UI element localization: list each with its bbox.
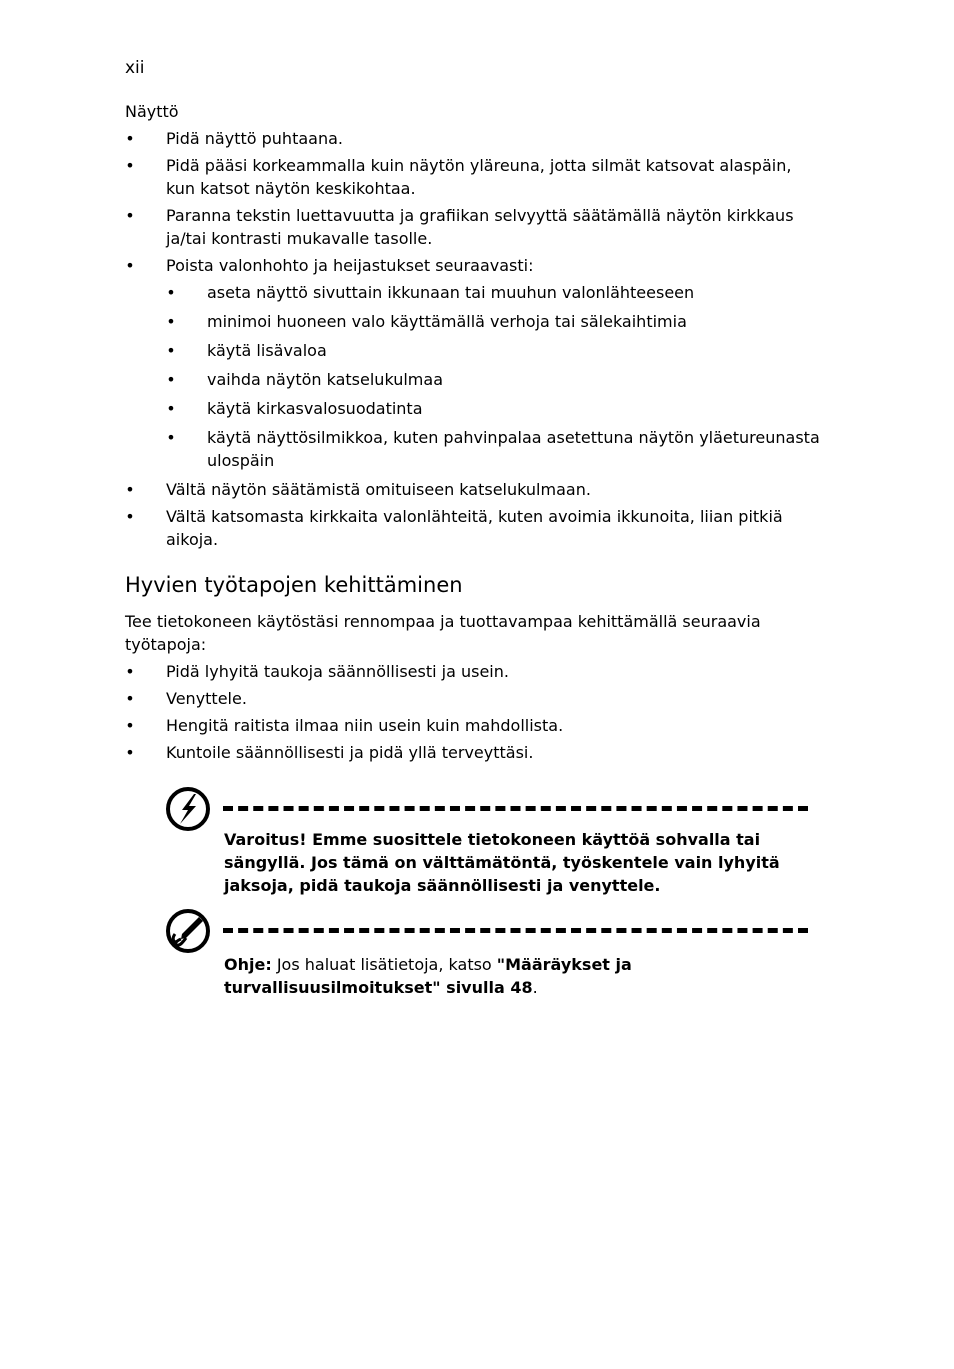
note-body: Jos haluat lisätietoja, katso (271, 955, 497, 974)
bullet: • (125, 689, 135, 708)
sublist-item (166, 426, 825, 472)
note-text (224, 953, 815, 999)
list-item (125, 714, 825, 737)
list-item-text: Kuntoile säännöllisesti ja pidä yllä terveyttäsi. (166, 743, 534, 762)
bullet: • (166, 370, 176, 389)
sublist-item-text: käytä lisävaloa (207, 341, 327, 360)
sublist-item-text: minimoi huoneen valo käyttämällä verhoja tai sälekaihtimia (207, 312, 687, 331)
bullet: • (166, 428, 176, 447)
list-item (125, 741, 825, 764)
list-item-text: Poista valonhohto ja heijastukset seuraavasti: (166, 256, 534, 275)
bullet: • (125, 256, 135, 275)
note-end: . (532, 978, 538, 997)
section-heading: Hyvien työtapojen kehittäminen (125, 573, 463, 597)
bullet: • (125, 507, 135, 526)
list-item-text: Venyttele. (166, 689, 247, 708)
list-item-text: Vältä näytön säätämistä omituiseen katselukulmaan. (166, 480, 591, 499)
sublist-item (166, 281, 825, 304)
warning-notice (165, 786, 815, 906)
list-item-text: Vältä katsomasta kirkkaita valonlähteitä, kuten avoimia ikkunoita, liian pitkiä aikoja. (166, 507, 783, 549)
sublist-item-text: käytä näyttösilmikkoa, kuten pahvinpalaa asetettuna näytön yläetureunasta ulospäin (207, 428, 820, 470)
glare-tips-sublist (166, 281, 825, 472)
bullet: • (166, 312, 176, 331)
sublist-item (166, 368, 825, 391)
list-item-text: Pidä lyhyitä taukoja säännöllisesti ja usein. (166, 662, 509, 681)
lightning-warning-icon (165, 786, 211, 832)
list-item (125, 478, 825, 501)
list-item (125, 154, 825, 200)
display-tips-list (125, 127, 825, 551)
sublist-item-text: vaihda näytön katselukulmaa (207, 370, 443, 389)
dashed-rule (223, 806, 808, 811)
bullet: • (125, 156, 135, 175)
display-subheading: Näyttö (125, 102, 179, 121)
pencil-note-icon (165, 908, 211, 954)
note-notice (165, 908, 815, 1008)
list-item (125, 687, 825, 710)
note-label: Ohje: (224, 955, 272, 974)
bullet: • (166, 399, 176, 418)
bullet: • (125, 129, 135, 148)
cross-reference-link[interactable]: "Määräykset ja turvallisuusilmoitukset" sivulla 48 (224, 955, 632, 997)
sublist-item (166, 339, 825, 362)
sublist-item-text: aseta näyttö sivuttain ikkunaan tai muuhun valonlähteeseen (207, 283, 695, 302)
bullet: • (125, 662, 135, 681)
section-intro: Tee tietokoneen käytöstäsi rennompaa ja tuottavampaa kehittämällä seuraavia työtapoja: (125, 612, 761, 654)
bullet: • (166, 283, 176, 302)
list-item-text: Paranna tekstin luettavuutta ja grafiikan selvyyttä säätämällä näytön kirkkaus ja/tai kontrasti mukavalle tasolle. (166, 206, 794, 248)
warning-text: Varoitus! Emme suosittele tietokoneen käyttöä sohvalla tai sängyllä. Jos tämä on välttämätöntä, työskentele vain lyhyitä jaksoja, pidä taukoja säännöllisesti ja venyttele. (224, 830, 780, 895)
bullet: • (166, 341, 176, 360)
list-item-text: Hengitä raitista ilmaa niin usein kuin mahdollista. (166, 716, 564, 735)
sublist-item (166, 310, 825, 333)
habits-list (125, 660, 825, 764)
dashed-rule (223, 928, 808, 933)
main-content (125, 100, 825, 768)
list-item (125, 127, 825, 150)
list-item (125, 254, 825, 472)
page-number: xii (125, 58, 145, 78)
list-item (125, 505, 825, 551)
list-item-text: Pidä pääsi korkeammalla kuin näytön yläreuna, jotta silmät katsovat alaspäin, kun katsot näytön keskikohtaa. (166, 156, 792, 198)
list-item (125, 204, 825, 250)
list-item-text: Pidä näyttö puhtaana. (166, 129, 343, 148)
sublist-item-text: käytä kirkasvalosuodatinta (207, 399, 423, 418)
sublist-item (166, 397, 825, 420)
bullet: • (125, 206, 135, 225)
list-item (125, 660, 825, 683)
bullet: • (125, 743, 135, 762)
bullet: • (125, 716, 135, 735)
bullet: • (125, 480, 135, 499)
